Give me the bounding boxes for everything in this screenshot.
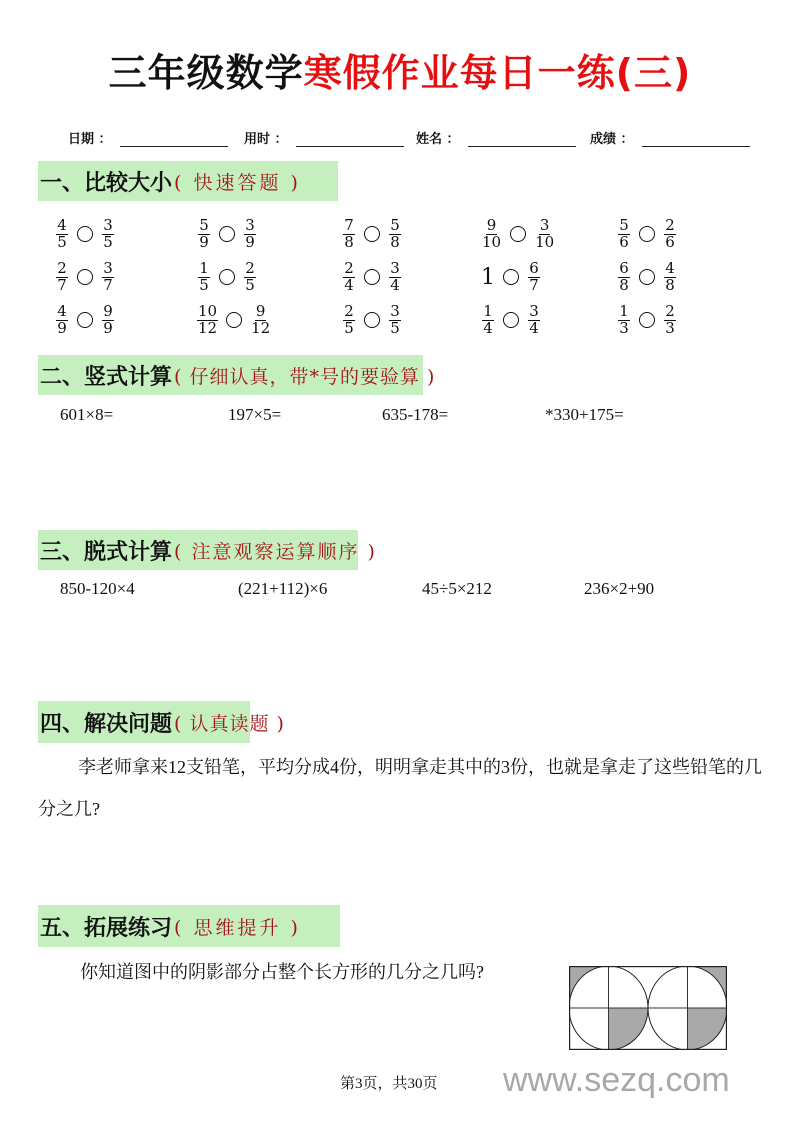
fraction — [55, 258, 69, 294]
answer-circle-icon[interactable] — [510, 226, 526, 242]
fraction — [243, 215, 257, 251]
denominator: 5 — [103, 232, 113, 251]
comparison-item — [197, 255, 257, 299]
fraction — [527, 301, 541, 337]
fraction — [388, 258, 402, 294]
fraction — [527, 258, 541, 294]
section-2-banner — [38, 355, 436, 395]
denominator: 9 — [245, 232, 255, 251]
score-label: 成绩 ： — [590, 132, 634, 147]
numerator: 6 — [619, 258, 629, 277]
step-calc-1: 850-120×4 — [60, 579, 135, 598]
vertical-calc-4: *330+175= — [545, 405, 624, 424]
fraction — [388, 215, 402, 251]
fraction — [342, 301, 356, 337]
section-5-heading: 五、拓展练习 — [40, 914, 173, 941]
comparison-item — [481, 212, 555, 256]
numerator: 1 — [619, 301, 629, 320]
denominator: 8 — [665, 275, 675, 294]
numerator: 6 — [529, 258, 539, 277]
fraction — [663, 258, 677, 294]
time-used-field[interactable] — [244, 128, 404, 147]
numerator: 3 — [390, 258, 400, 277]
comparison-item — [197, 298, 271, 342]
fraction — [481, 301, 495, 337]
numerator: 3 — [539, 215, 550, 234]
section-5-banner — [38, 905, 340, 947]
numerator: 9 — [103, 301, 113, 320]
time-used-blank[interactable] — [296, 131, 404, 147]
numerator: 5 — [619, 215, 629, 234]
info-row — [68, 128, 768, 150]
denominator: 5 — [390, 318, 400, 337]
fraction — [617, 258, 631, 294]
denominator: 5 — [245, 275, 255, 294]
page-number: 第3页，共30页 — [340, 1076, 438, 1092]
fraction — [534, 215, 555, 251]
name-blank[interactable] — [468, 131, 576, 147]
fraction — [617, 301, 631, 337]
whole-number: 1 — [481, 264, 495, 290]
denominator: 4 — [529, 318, 539, 337]
section-3-heading: 三、脱式计算 — [40, 538, 173, 565]
numerator: 2 — [245, 258, 255, 277]
denominator: 6 — [619, 232, 629, 251]
numerator: 2 — [665, 301, 675, 320]
denominator: 5 — [344, 318, 354, 337]
fraction — [197, 258, 211, 294]
section-2-note: ( 仔细认真，带*号的要验算 ) — [174, 365, 436, 388]
denominator: 5 — [199, 275, 209, 294]
denominator: 9 — [57, 318, 67, 337]
section-4-note: ( 认真读题 ) — [174, 712, 285, 735]
answer-circle-icon[interactable] — [219, 226, 235, 242]
numerator: 4 — [57, 301, 67, 320]
comparison-item — [55, 255, 115, 299]
denominator: 5 — [57, 232, 67, 251]
watermark: www.sezq.com — [503, 1061, 730, 1099]
numerator: 3 — [103, 258, 113, 277]
numerator: 9 — [486, 215, 497, 234]
comparison-item — [342, 255, 402, 299]
answer-circle-icon[interactable] — [77, 312, 93, 328]
title-grade: 三年级数学 — [108, 51, 304, 95]
numerator: 10 — [198, 301, 218, 320]
numerator: 2 — [665, 215, 675, 234]
step-calc-2: (221+112)×6 — [238, 579, 328, 598]
fraction — [663, 215, 677, 251]
fraction — [663, 301, 677, 337]
numerator: 4 — [665, 258, 675, 277]
fraction — [197, 215, 211, 251]
date-blank[interactable] — [120, 131, 228, 147]
denominator: 12 — [251, 318, 271, 337]
vertical-calc-3: 635-178= — [382, 405, 449, 424]
fraction — [101, 258, 115, 294]
section-3-banner — [38, 530, 377, 570]
section-1-note: ( 快速答题 ) — [174, 171, 301, 194]
section-1-banner — [38, 161, 338, 201]
date-label: 日期 ： — [68, 132, 112, 147]
step-calc-3: 45÷5×212 — [422, 579, 492, 598]
denominator: 8 — [619, 275, 629, 294]
answer-circle-icon[interactable] — [503, 269, 519, 285]
answer-circle-icon[interactable] — [364, 269, 380, 285]
comparison-item — [617, 255, 677, 299]
answer-circle-icon[interactable] — [364, 312, 380, 328]
numerator: 5 — [199, 215, 209, 234]
numerator: 3 — [529, 301, 539, 320]
section-5-note: ( 思维提升 ) — [174, 916, 301, 939]
section-4-banner — [38, 701, 285, 743]
numerator: 9 — [255, 301, 266, 320]
section-2-heading: 二、竖式计算 — [40, 363, 173, 390]
answer-circle-icon[interactable] — [77, 269, 93, 285]
date-field[interactable] — [68, 128, 228, 147]
fraction — [55, 301, 69, 337]
denominator: 8 — [344, 232, 354, 251]
fraction — [250, 301, 271, 337]
numerator: 2 — [344, 258, 354, 277]
denominator: 10 — [482, 232, 502, 251]
comparison-item — [617, 212, 677, 256]
comparison-item — [617, 298, 677, 342]
step-calc-4: 236×2+90 — [584, 579, 655, 598]
numerator: 2 — [344, 301, 354, 320]
fraction — [55, 215, 69, 251]
fraction — [342, 215, 356, 251]
numerator: 7 — [344, 215, 354, 234]
fraction — [197, 301, 218, 337]
page-title — [0, 42, 800, 97]
section-1-heading: 一、比较大小 — [40, 169, 173, 196]
fraction — [101, 301, 115, 337]
denominator: 6 — [665, 232, 675, 251]
denominator: 7 — [529, 275, 539, 294]
answer-circle-icon[interactable] — [364, 226, 380, 242]
denominator: 4 — [483, 318, 493, 337]
numerator: 1 — [483, 301, 493, 320]
comparison-item — [55, 298, 115, 342]
fraction — [617, 215, 631, 251]
name-field[interactable] — [416, 128, 576, 147]
comparison-item — [481, 298, 541, 342]
time-used-label: 用时 ： — [244, 132, 288, 147]
comparison-item — [197, 212, 257, 256]
name-label: 姓名 ： — [416, 132, 460, 147]
extension-question: 你知道图中的阴影部分占整个长方形的几分之几吗? — [80, 962, 484, 982]
answer-circle-icon[interactable] — [639, 226, 655, 242]
numerator: 3 — [390, 301, 400, 320]
denominator: 8 — [390, 232, 400, 251]
denominator: 9 — [103, 318, 113, 337]
comparison-item — [55, 212, 115, 256]
vertical-calc-1: 601×8= — [60, 405, 114, 424]
comparison-item — [481, 255, 541, 299]
vertical-calc-2: 197×5= — [228, 405, 282, 424]
numerator: 2 — [57, 258, 67, 277]
answer-circle-icon[interactable] — [77, 226, 93, 242]
word-problem: 李老师拿来12支铅笔，平均分成4份，明明拿走其中的3份，也就是拿走了这些铅笔的几分之几? — [38, 757, 762, 819]
denominator: 12 — [198, 318, 218, 337]
denominator: 7 — [57, 275, 67, 294]
denominator: 3 — [619, 318, 629, 337]
numerator: 5 — [390, 215, 400, 234]
numerator: 3 — [103, 215, 113, 234]
section-3-note: ( 注意观察运算顺序 ) — [174, 540, 377, 563]
fraction — [481, 215, 502, 251]
fraction — [101, 215, 115, 251]
score-blank[interactable] — [642, 131, 750, 147]
answer-circle-icon[interactable] — [639, 312, 655, 328]
denominator: 7 — [103, 275, 113, 294]
comparison-item — [342, 298, 402, 342]
numerator: 3 — [245, 215, 255, 234]
title-series: 寒假作业每日一练(三) — [303, 51, 692, 95]
numerator: 1 — [199, 258, 209, 277]
fraction — [342, 258, 356, 294]
denominator: 4 — [344, 275, 354, 294]
denominator: 3 — [665, 318, 675, 337]
denominator: 9 — [199, 232, 209, 251]
fraction — [243, 258, 257, 294]
answer-circle-icon[interactable] — [503, 312, 519, 328]
fraction — [388, 301, 402, 337]
answer-circle-icon[interactable] — [639, 269, 655, 285]
denominator: 10 — [535, 232, 555, 251]
score-field[interactable] — [590, 128, 750, 147]
numerator: 4 — [57, 215, 67, 234]
answer-circle-icon[interactable] — [226, 312, 242, 328]
denominator: 4 — [390, 275, 400, 294]
comparison-item — [342, 212, 402, 256]
answer-circle-icon[interactable] — [219, 269, 235, 285]
section-4-heading: 四、解决问题 — [40, 710, 173, 737]
shaded-rectangle-diagram — [569, 966, 727, 1050]
